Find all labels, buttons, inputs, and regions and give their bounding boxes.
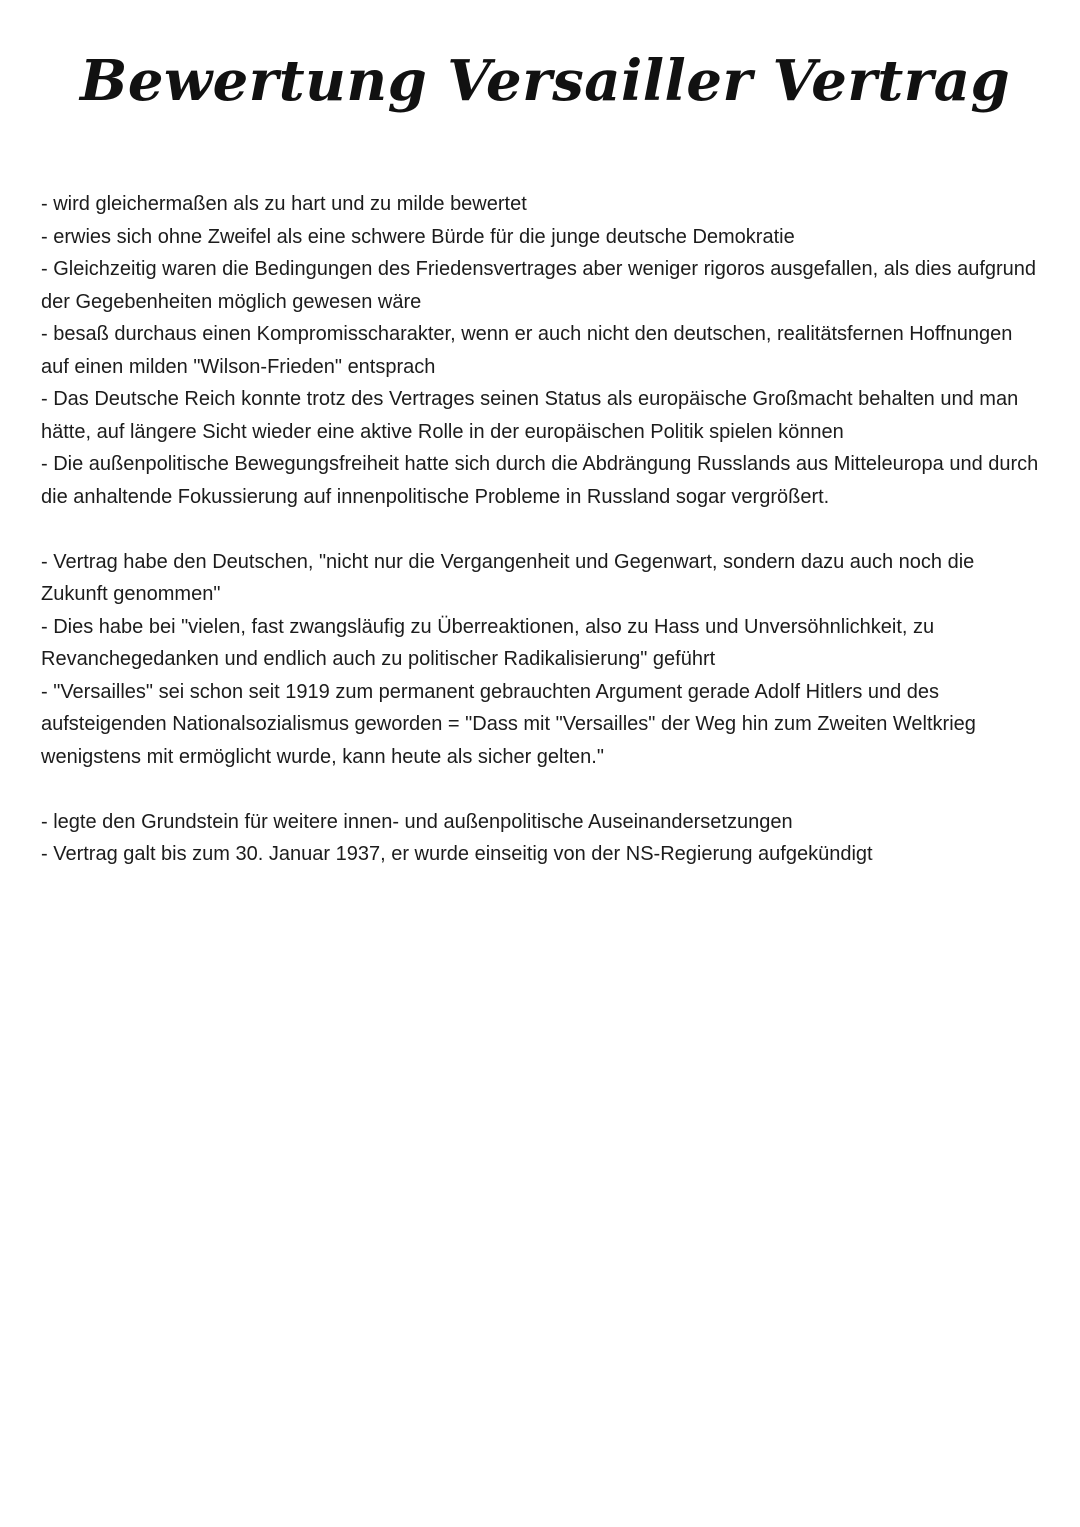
page-title: Bewertung Versailler Vertrag bbox=[80, 48, 1011, 114]
bullet-line: - legte den Grundstein für weitere innen- und außenpolitische Auseinandersetzungen bbox=[41, 810, 793, 833]
document-body bbox=[41, 188, 1041, 903]
bullet-line: - Vertrag galt bis zum 30. Januar 1937, er wurde einseitig von der NS-Regierung aufgekündigt bbox=[41, 843, 873, 865]
bullet-line: - Dies habe bei "vielen, fast zwangsläufig zu Überreaktionen, also zu Hass und Unversöhnlichkeit, zu Revanchegedanken und endlich auch zu politischer Radikalisierung" geführt bbox=[41, 615, 935, 670]
bullet-line: - Das Deutsche Reich konnte trotz des Vertrages seinen Status als europäische Großmacht behalten und man hätte, auf längere Sicht wieder eine aktive Rolle in der europäischen Politik spielen können bbox=[41, 388, 1019, 443]
paragraph-assessment bbox=[41, 188, 1041, 513]
bullet-line: - Gleichzeitig waren die Bedingungen des Friedensvertrages aber weniger rigoros ausgefallen, als dies aufgrund der Gegebenheiten möglich gewesen wäre bbox=[41, 258, 1037, 313]
bullet-line: - Vertrag habe den Deutschen, "nicht nur die Vergangenheit und Gegenwart, sondern dazu auch noch die Zukunft genommen" bbox=[41, 550, 975, 605]
bullet-line: - wird gleichermaßen als zu hart und zu milde bewertet bbox=[41, 193, 527, 215]
bullet-line: - erwies sich ohne Zweifel als eine schwere Bürde für die junge deutsche Demokratie bbox=[41, 225, 795, 248]
bullet-line: - Die außenpolitische Bewegungsfreiheit hatte sich durch die Abdrängung Russlands aus Mitteleuropa und durch die anhaltende Fokussierung auf innenpolitische Probleme in Russland sogar vergrößert. bbox=[41, 453, 1039, 508]
bullet-line: - besaß durchaus einen Kompromisscharakter, wenn er auch nicht den deutschen, realitätsfernen Hoffnungen auf einen milden "Wilson-Frieden" entsprach bbox=[41, 323, 1013, 378]
paragraph-conclusion bbox=[41, 806, 1041, 871]
bullet-line: - "Versailles" sei schon seit 1919 zum permanent gebrauchten Argument gerade Adolf Hitlers und des aufsteigenden Nationalsozialismus geworden = "Dass mit "Versailles" der Weg hin zum Zweiten Weltkrieg wenigstens mit ermöglicht wurde, kann heute als sicher gelten." bbox=[41, 680, 976, 768]
paragraph-consequences bbox=[41, 546, 1041, 774]
